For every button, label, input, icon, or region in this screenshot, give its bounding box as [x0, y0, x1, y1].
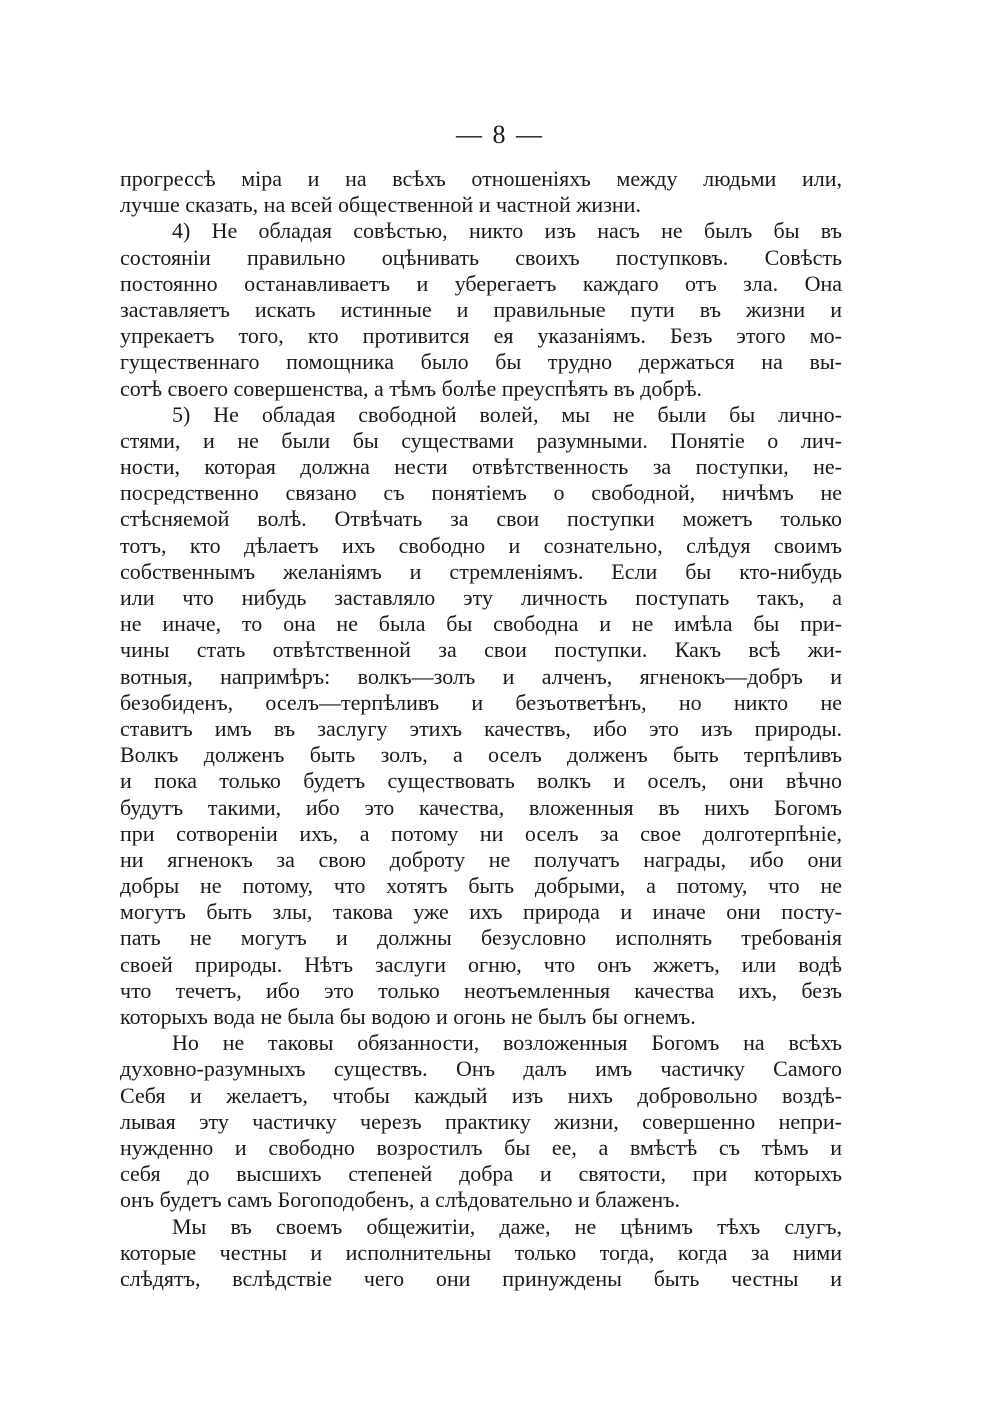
text-line: ни ягненокъ за свою доброту не получатъ награды, ибо они	[120, 846, 842, 872]
text-line: собственнымъ желаніямъ и стремленіямъ. Если бы кто-нибудь	[120, 558, 842, 584]
text-line: нужденно и свободно возростилъ бы ее, а вмѣстѣ съ тѣмъ и	[120, 1134, 842, 1160]
text-line: Себя и желаетъ, чтобы каждый изъ нихъ добровольно воздѣ-	[120, 1082, 842, 1108]
text-line: будутъ такими, ибо это качества, вложенныя въ нихъ Богомъ	[120, 794, 842, 820]
text-line: лывая эту частичку черезъ практику жизни, совершенно непри-	[120, 1108, 842, 1134]
text-line: состояніи правильно оцѣнивать своихъ поступковъ. Совѣсть	[120, 244, 842, 270]
page-number: — 8 —	[456, 120, 544, 149]
text-line: своей природы. Нѣтъ заслуги огню, что онъ жжетъ, или водѣ	[120, 951, 842, 977]
text-line: могутъ быть злы, такова уже ихъ природа и иначе они посту-	[120, 899, 842, 925]
text-line: гущественнаго помощника было бы трудно держаться на вы-	[120, 349, 842, 375]
text-line: прогрессѣ міра и на всѣхъ отношеніяхъ между людьми или,	[120, 166, 842, 191]
text-line: ставитъ имъ въ заслугу этихъ качествъ, ибо это изъ природы.	[120, 715, 842, 741]
text-line: себя до высшихъ степеней добра и святости, при которыхъ	[120, 1161, 842, 1187]
text-line: заставляетъ искать истинные и правильные пути въ жизни и	[120, 296, 842, 322]
text-line: безобиденъ, оселъ—терпѣливъ и безъответѣнъ, но никто не	[120, 689, 842, 715]
text-line: стѣсняемой волѣ. Отвѣчать за свои поступки можетъ только	[120, 506, 842, 532]
text-line: Мы въ своемъ общежитіи, даже, не цѣнимъ тѣхъ слугъ,	[172, 1213, 842, 1239]
text-line: духовно-разумныхъ существъ. Онъ далъ имъ частичку Самого	[120, 1056, 842, 1082]
text-line: лучше сказать, на всей общественной и частной жизни.	[120, 192, 641, 218]
text-line: пать не могутъ и должны безусловно исполнять требованія	[120, 925, 842, 951]
text-line: или что нибудь заставляло эту личность поступать такъ, а	[120, 585, 842, 610]
text-line: не иначе, то она не была бы свободна и не имѣла бы при-	[120, 611, 842, 637]
text-line: Волкъ долженъ быть золъ, а оселъ долженъ быть терпѣливъ	[120, 742, 842, 768]
text-line: посредственно связано съ понятіемъ о свободной, ничѣмъ не	[120, 480, 842, 506]
text-line: слѣдятъ, вслѣдствіе чего они принуждены быть честны и	[120, 1265, 842, 1291]
text-line: добры не потому, что хотятъ быть добрыми, а потому, что не	[120, 873, 842, 899]
text-line: и пока только будетъ существовать волкъ и оселъ, они вѣчно	[120, 768, 842, 794]
text-line: стями, и не были бы существами разумными. Понятіе о лич-	[120, 427, 842, 453]
text-line: упрекаетъ того, кто противится ея указаніямъ. Безъ этого мо-	[120, 323, 842, 349]
text-line: что течетъ, ибо это только неотъемленныя качества ихъ, безъ	[120, 977, 842, 1003]
text-line: Но не таковы обязанности, возложенныя Богомъ на всѣхъ	[172, 1030, 842, 1056]
text-line: при сотвореніи ихъ, а потому ни оселъ за свое долготерпѣніе,	[120, 820, 842, 846]
text-line: ности, которая должна нести отвѣтственность за поступки, не-	[120, 454, 842, 480]
text-line: постоянно останавливаетъ и уберегаетъ каждаго отъ зла. Она	[120, 270, 842, 296]
text-line: 5) Не обладая свободной волей, мы не были бы лично-	[172, 401, 842, 427]
text-line: чины стать отвѣтственной за свои поступки. Какъ всѣ жи-	[120, 637, 842, 663]
text-line: сотѣ своего совершенства, а тѣмъ болѣе преуспѣять въ добрѣ.	[120, 375, 703, 401]
text-line: онъ будетъ самъ Богоподобенъ, а слѣдовательно и блаженъ.	[120, 1187, 681, 1213]
text-line: которыхъ вода не была бы водою и огонь не былъ бы огнемъ.	[120, 1004, 696, 1029]
text-line: вотныя, напримѣръ: волкъ—золъ и алченъ, ягненокъ—добръ и	[120, 663, 842, 689]
text-line: которые честны и исполнительны только тогда, когда за ними	[120, 1239, 842, 1265]
text-line: тотъ, кто дѣлаетъ ихъ свободно и сознательно, слѣдуя своимъ	[120, 532, 842, 558]
text-line: 4) Не обладая совѣстью, никто изъ насъ не былъ бы въ	[172, 218, 842, 244]
body-text	[120, 166, 842, 1292]
